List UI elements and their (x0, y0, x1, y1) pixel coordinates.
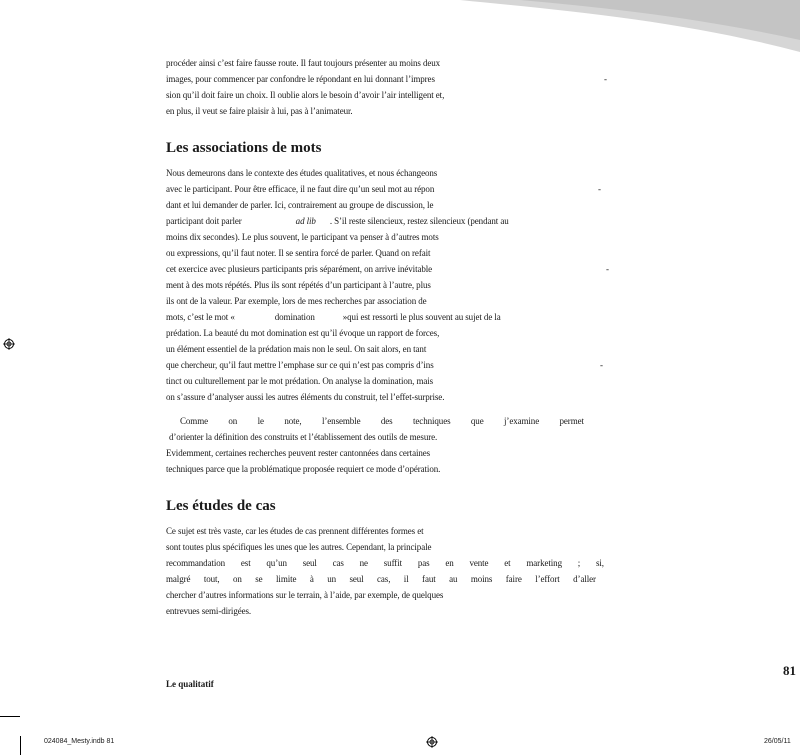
word: si, (596, 558, 604, 568)
printer-slug: 024084_Mesty.indb 81 (44, 738, 115, 745)
decorative-swoosh (0, 0, 800, 60)
justified-line (166, 558, 604, 569)
word: marketing (526, 558, 562, 568)
word: Comme (180, 416, 208, 426)
word: techniques (413, 416, 451, 426)
word: on (233, 574, 242, 584)
text-line: images, pour commencer par confondre le répondant en lui donnant l’impres (166, 74, 435, 84)
text-line: chercher d’autres informations sur le terrain, à l’aide, par exemple, de quelques (166, 590, 444, 600)
text-line: ils ont de la valeur. Par exemple, lors de mes recherches par association de (166, 296, 427, 306)
text-line (166, 312, 501, 323)
word: qu’un (266, 558, 287, 568)
text-span: mots, c’est le mot « (166, 312, 235, 322)
text-line: en plus, il veut se faire plaisir à lui, pas à l’animateur. (166, 106, 353, 116)
registration-mark-icon (426, 736, 438, 748)
word: note, (284, 416, 302, 426)
text-line: un élément essentiel de la prédation mais non le seul. On sait alors, en tant (166, 344, 427, 354)
text-line: moins dix secondes). Le plus souvent, le participant va penser à d’autres mots (166, 232, 439, 242)
word: d’aller (573, 574, 596, 584)
word: limite (276, 574, 297, 584)
text-line: que chercheur, qu’il faut mettre l’emphase sur ce qui n’est pas compris d’ins (166, 360, 434, 370)
word: moins (470, 574, 493, 584)
word: se (255, 574, 263, 584)
text-span: »qui est ressorti le plus souvent au sujet de la (342, 312, 501, 322)
text-line: entrevues semi-dirigées. (166, 606, 252, 616)
word: faire (505, 574, 522, 584)
crop-mark (20, 736, 21, 755)
word: vente (469, 558, 489, 568)
registration-mark-icon (3, 338, 15, 350)
word: des (380, 416, 393, 426)
word: un (327, 574, 337, 584)
word: le (257, 416, 264, 426)
word: l’ensemble (321, 416, 361, 426)
word: est (240, 558, 251, 568)
text-line (166, 216, 509, 227)
word: j’examine (504, 416, 540, 426)
text-line: on s’assure d’analyser aussi les autres éléments du construit, tel l’effet-surprise. (166, 392, 445, 402)
text-line: Ce sujet est très vaste, car les études de cas prennent différentes formes et (166, 526, 424, 536)
crop-mark (0, 716, 20, 717)
text-line: tinct ou culturellement par le mot prédation. On analyse la domination, mais (166, 376, 434, 386)
word: cas (332, 558, 344, 568)
word: l’effort (535, 574, 560, 584)
text-line: Nous demeurons dans le contexte des études qualitatives, et nous échangeons (166, 168, 438, 178)
italic-term: ad lib (295, 216, 316, 226)
text-line: Evidemment, certaines recherches peuvent rester cantonnées dans certaines (166, 448, 431, 458)
hyphen-mark: - (606, 264, 609, 274)
word: faut (422, 574, 436, 584)
word: seul (349, 574, 364, 584)
text-line: sont toutes plus spécifiques les unes que les autres. Cependant, la principale (166, 542, 432, 552)
text-line: avec le participant. Pour être efficace, il ne faut dire qu’un seul mot au répon (166, 184, 435, 194)
word: permet (559, 416, 584, 426)
word: malgré (166, 574, 191, 584)
text-span: . S’il reste silencieux, restez silencieux (pendant au (329, 216, 509, 226)
text-line: dant et lui demander de parler. Ici, contrairement au groupe de discussion, le (166, 200, 434, 210)
page-number: 81 (783, 663, 796, 678)
word: pas (417, 558, 430, 568)
text-line: cet exercice avec plusieurs participants pris séparément, on arrive inévitable (166, 264, 433, 274)
word: que (470, 416, 484, 426)
text-line: ment à des mots répétés. Plus ils sont répétés d’un participant à l’autre, plus (166, 280, 431, 290)
text-line: d’orienter la définition des construits et l’établissement des outils de mesure. (169, 432, 438, 442)
word: au (449, 574, 458, 584)
word: ne (359, 558, 368, 568)
text-line: sion qu’il doit faire un choix. Il oublie alors le besoin d’avoir l’air intelligent et, (166, 90, 445, 100)
word: en (445, 558, 454, 568)
text-span: participant doit parler (166, 216, 242, 226)
word: on (228, 416, 238, 426)
text-span: domination (274, 312, 315, 322)
section-heading: Les associations de mots (166, 140, 322, 156)
text-line: ou expressions, qu’il faut noter. Il se sentira forcé de parler. Quand on refait (166, 248, 431, 258)
word: cas, (377, 574, 391, 584)
word: seul (302, 558, 317, 568)
word: suffit (383, 558, 403, 568)
word: et (504, 558, 511, 568)
justified-line (166, 574, 596, 585)
text-line: techniques parce que la problématique proposée requiert ce mode d’opération. (166, 464, 441, 474)
hyphen-mark: - (598, 184, 601, 194)
text-line: procéder ainsi c’est faire fausse route. Il faut toujours présenter au moins deux (166, 58, 441, 68)
text-line: prédation. La beauté du mot domination est qu’il évoque un rapport de forces, (166, 328, 440, 338)
word: il (403, 574, 409, 584)
word: recommandation (166, 558, 226, 568)
section-heading: Les études de cas (166, 498, 276, 514)
word: tout, (203, 574, 220, 584)
hyphen-mark: - (600, 360, 603, 370)
printer-slug-date: 26/05/11 (764, 738, 791, 745)
hyphen-mark: - (604, 74, 607, 84)
word: à (309, 574, 314, 584)
running-footer: Le qualitatif (166, 679, 214, 689)
word: ; (577, 558, 581, 568)
justified-line (180, 416, 584, 427)
